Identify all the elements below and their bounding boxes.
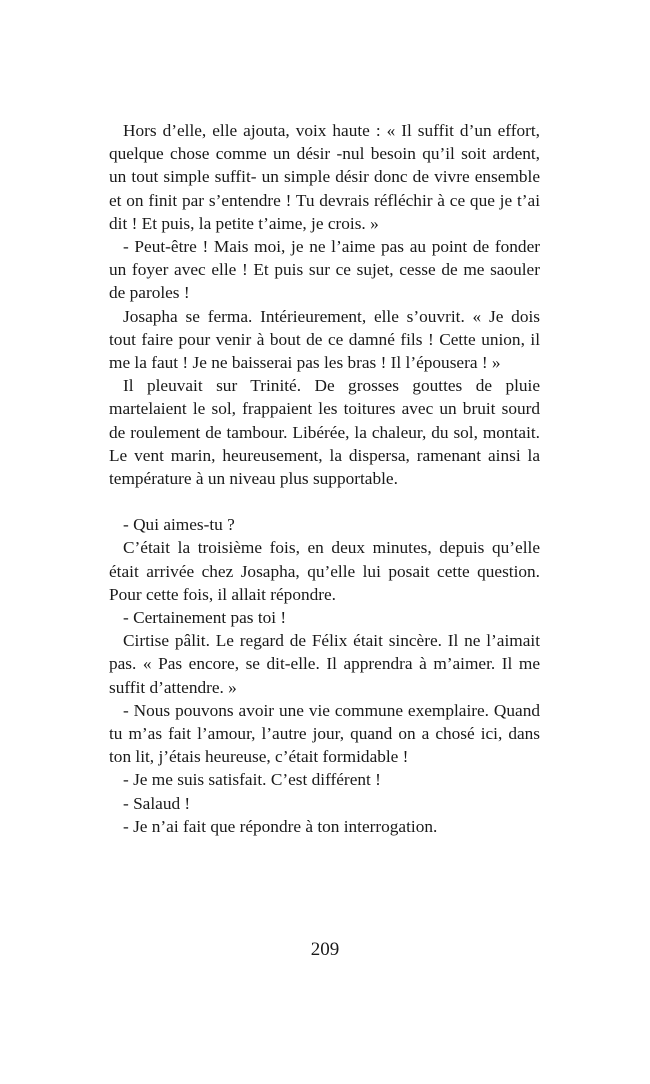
paragraph-cirtise-speech: - Nous pouvons avoir une vie commune exemplaire. Quand tu m’as fait l’amour, l’autre jour, quand on a chosé ici, dans ton lit, j’étais heureuse, c’était formidable ! (109, 700, 540, 767)
paragraph-narration: C’était la troisième fois, en deux minutes, depuis qu’elle était arrivée chez Josapha, qu’elle lui posait cette question. Pour cette fois, il allait répondre. (109, 538, 540, 604)
paragraph-felix-response: - Je n’ai fait que répondre à ton interrogation. (123, 816, 438, 836)
paragraph-josapha-thought: Josapha se ferma. Intérieurement, elle s’ouvrit. « Je dois tout faire pour venir à bout de ce damné fils ! Cette union, il me la faut ! Je ne baisserai pas les bras ! Il l’épousera ! » (109, 306, 540, 373)
paragraph-josapha-speech: Hors d’elle, elle ajouta, voix haute : « Il suffit d’un effort, quelque chose comme un désir -nul besoin qu’il soit ardent, un tout simple suffit- un simple désir donc de vivre ensemble et on finit par s’entendre ! Tu devrais réfléchir à ce que je t’ai dit ! Et puis, la petite t’aime, je crois. » (109, 121, 540, 233)
paragraph-felix-reply: - Peut-être ! Mais moi, je ne l’aime pas au point de fonder un foyer avec elle ! Et puis sur ce sujet, cesse de me saouler de paroles ! (109, 237, 540, 303)
page-text-block (109, 119, 540, 838)
paragraph-cirtise-reaction: Cirtise pâlit. Le regard de Félix était sincère. Il ne l’aimait pas. « Pas encore, se dit-elle. Il apprendra à m’aimer. Il me suffit d’attendre. » (109, 631, 540, 697)
page-number: 209 (310, 939, 340, 960)
paragraph-felix-satisfied: - Je me suis satisfait. C’est différent ! (123, 770, 381, 790)
paragraph-question: - Qui aimes-tu ? (123, 515, 235, 535)
section-break (109, 490, 540, 513)
paragraph-insult: - Salaud ! (123, 793, 191, 813)
paragraph-felix-answer: - Certainement pas toi ! (123, 608, 287, 628)
paragraph-rain-description: Il pleuvait sur Trinité. De grosses gouttes de pluie martelaient le sol, frappaient les toitures avec un bruit sourd de roulement de tambour. Libérée, la chaleur, du sol, montait. Le vent marin, heureusement, la dispersa, ramenant ainsi la température à un niveau plus supportable. (109, 376, 540, 489)
